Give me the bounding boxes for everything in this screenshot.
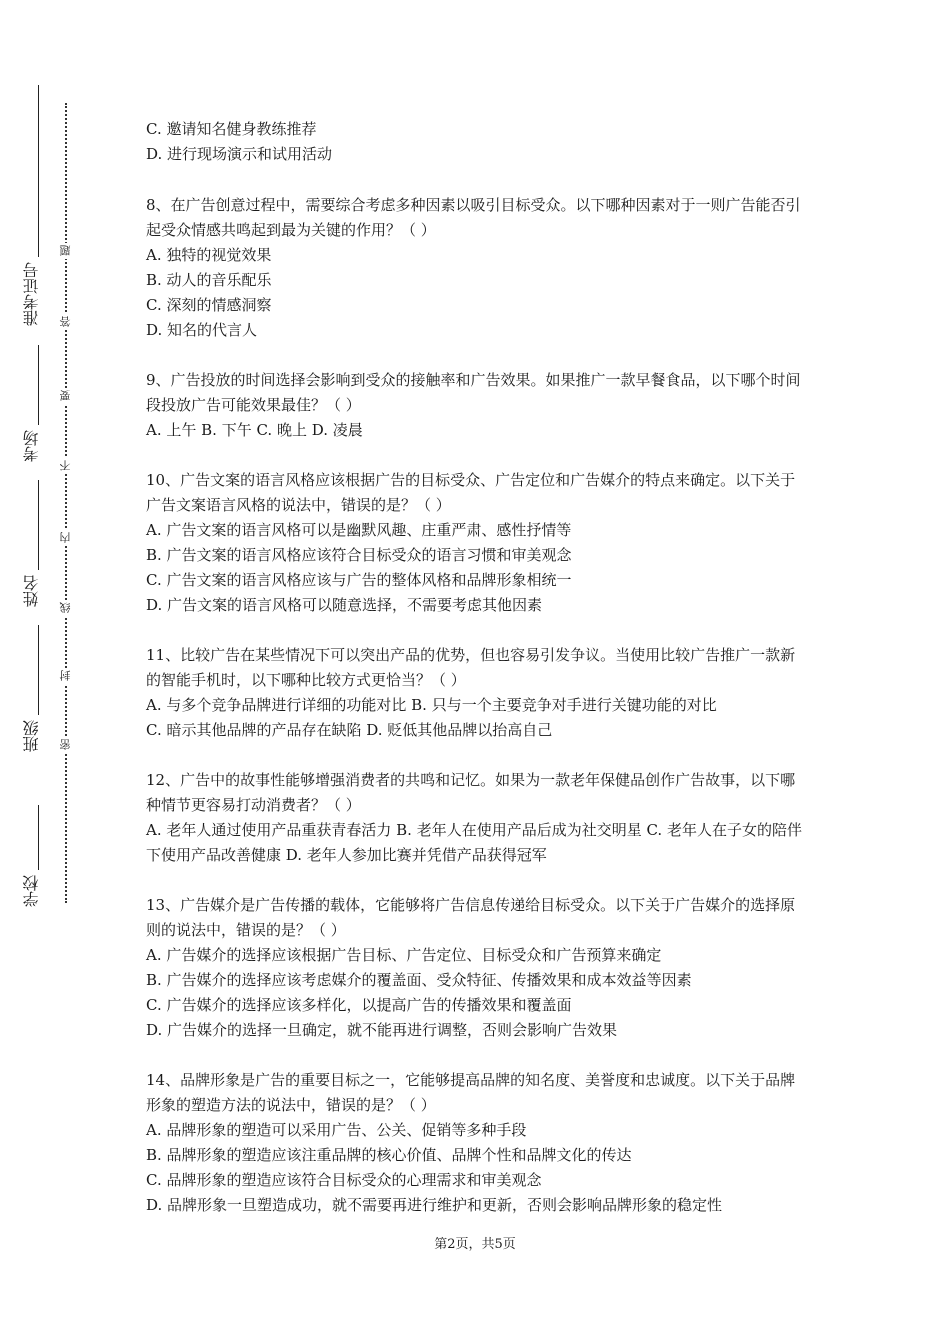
binding-line-exam-room [38, 345, 39, 425]
seal-char-7: 答 [58, 314, 74, 330]
question-stem: 11、比较广告在某些情况下可以突出产品的优势，但也容易引发争议。当使用比较广告推广一款新的智能手机时，以下哪种比较方式更恰当？（ ） [146, 646, 796, 689]
seal-dotted-line [65, 103, 67, 903]
question-12 [146, 768, 810, 868]
option: B. 动人的音乐配乐 [146, 271, 272, 289]
option: D. 广告文案的语言风格可以随意选择，不需要考虑其他因素 [146, 596, 543, 614]
question-9 [146, 368, 810, 443]
question-10 [146, 468, 810, 618]
option: B. 品牌形象的塑造应该注重品牌的核心价值、品牌个性和品牌文化的传达 [146, 1146, 632, 1164]
option: D. 知名的代言人 [146, 321, 258, 339]
question-stem: 8、在广告创意过程中，需要综合考虑多种因素以吸引目标受众。以下哪种因素对于一则广告能否引起受众情感共鸣起到最为关键的作用？（ ） [146, 196, 801, 239]
option: C. 品牌形象的塑造应该符合目标受众的心理需求和审美观念 [146, 1171, 542, 1189]
seal-char-8: 题 [58, 243, 74, 259]
binding-line-name [38, 480, 39, 570]
seal-char-6: 要 [58, 388, 74, 404]
question-stem: 13、广告媒介是广告传播的载体，它能够将广告信息传递给目标受众。以下关于广告媒介的选择原则的说法中，错误的是？（ ） [146, 896, 796, 939]
option: C. 深刻的情感洞察 [146, 296, 272, 314]
option: D. 品牌形象一旦塑造成功，就不需要再进行维护和更新，否则会影响品牌形象的稳定性 [146, 1196, 723, 1214]
binding-line-class [38, 625, 39, 715]
option: C. 广告媒介的选择应该多样化，以提高广告的传播效果和覆盖面 [146, 996, 572, 1014]
option: D. 进行现场演示和试用活动 [146, 145, 333, 163]
exam-content [146, 117, 810, 1243]
page-number: 第2页，共5页 [434, 1237, 516, 1252]
binding-label-name: 姓名 [22, 575, 41, 607]
option: A. 广告文案的语言风格可以是幽默风趣、庄重严肃、感性抒情等 [146, 521, 572, 539]
binding-label-school: 学校 [22, 875, 41, 907]
binding-label-class: 班级 [22, 720, 41, 752]
option: B. 广告媒介的选择应该考虑媒介的覆盖面、受众特征、传播效果和成本效益等因素 [146, 971, 692, 989]
binding-line-ticket-number [38, 85, 39, 257]
previous-question-options [146, 117, 810, 167]
question-11 [146, 643, 810, 743]
option: D. 广告媒介的选择一旦确定，就不能再进行调整，否则会影响广告效果 [146, 1021, 618, 1039]
option: A. 广告媒介的选择应该根据广告目标、广告定位、目标受众和广告预算来确定 [146, 946, 662, 964]
option: B. 广告文案的语言风格应该符合目标受众的语言习惯和审美观念 [146, 546, 572, 564]
seal-char-5: 不 [58, 458, 74, 474]
question-8 [146, 193, 810, 343]
seal-char-4: 内 [58, 530, 74, 546]
question-stem: 10、广告文案的语言风格应该根据广告的目标受众、广告定位和广告媒介的特点来确定。以下关于广告文案语言风格的说法中，错误的是？（ ） [146, 471, 796, 514]
option: A. 上午 B. 下午 C. 晚上 D. 凌晨 [146, 421, 363, 439]
question-stem: 14、品牌形象是广告的重要目标之一，它能够提高品牌的知名度、美誉度和忠诚度。以下关于品牌形象的塑造方法的说法中，错误的是？（ ） [146, 1071, 796, 1114]
question-stem: 12、广告中的故事性能够增强消费者的共鸣和记忆。如果为一款老年保健品创作广告故事，以下哪种情节更容易打动消费者？（ ） [146, 771, 796, 814]
option: C. 暗示其他品牌的产品存在缺陷 D. 贬低其他品牌以抬高自己 [146, 721, 553, 739]
question-14 [146, 1068, 810, 1218]
option-group: A. 老年人通过使用产品重获青春活力 B. 老年人在使用产品后成为社交明星 C. 老年人在子女的陪伴下使用产品改善健康 D. 老年人参加比赛并凭借产品获得冠军 [146, 821, 802, 864]
seal-char-3: 线 [58, 600, 74, 616]
option: C. 邀请知名健身教练推荐 [146, 120, 317, 138]
option: C. 广告文案的语言风格应该与广告的整体风格和品牌形象相统一 [146, 571, 572, 589]
seal-char-1: 密 [58, 737, 74, 753]
binding-label-ticket-number: 准考证号 [22, 262, 41, 326]
binding-line-school [38, 805, 39, 870]
option: A. 与多个竞争品牌进行详细的功能对比 B. 只与一个主要竞争对手进行关键功能的对比 [146, 696, 717, 714]
question-13 [146, 893, 810, 1043]
option: A. 品牌形象的塑造可以采用广告、公关、促销等多种手段 [146, 1121, 527, 1139]
seal-char-2: 封 [58, 668, 74, 684]
binding-label-exam-room: 考场 [22, 430, 41, 462]
option: A. 独特的视觉效果 [146, 246, 272, 264]
question-stem: 9、广告投放的时间选择会影响到受众的接触率和广告效果。如果推广一款早餐食品，以下哪个时间段投放广告可能效果最佳？（ ） [146, 371, 801, 414]
